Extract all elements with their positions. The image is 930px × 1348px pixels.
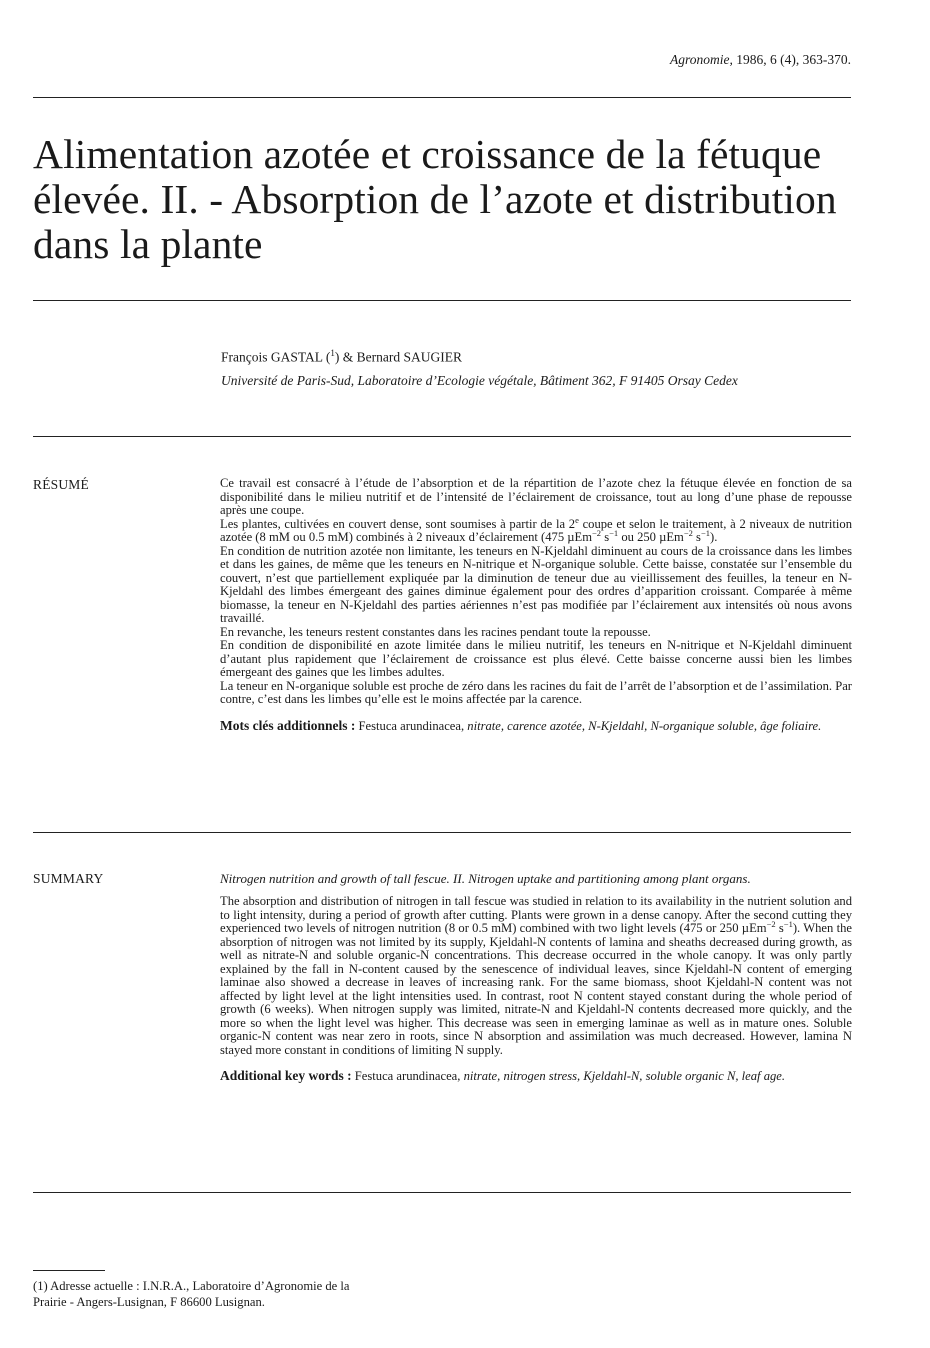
affiliation: Université de Paris-Sud, Laboratoire d’Ecologie végétale, Bâtiment 362, F 91405 Orsay Cedex xyxy=(221,373,738,388)
author-1: François GASTAL xyxy=(221,349,323,365)
resume-paragraph: En revanche, les teneurs restent constantes dans les racines pendant toute la repousse. xyxy=(220,624,651,639)
paper-title: Alimentation azotée et croissance de la fétuque élevée. II. - Absorption de l’azote et distribution dans la plante xyxy=(33,131,837,267)
summary-body xyxy=(220,871,852,1084)
summary-paragraph: The absorption and distribution of nitrogen in tall fescue was studied in relation to its availability in the nutrient solution and to light intensity, during a period of growth after cutting. Plants were grown in a dense canopy. After the second cutting they experienced two levels of nitrogen nutrition (8 or 0.5 mM) combined with two light levels (475 or 250 µEm$^{-2}$ $s^{-1}$). When the absorption of nitrogen was not limited by its supply, Kjeldahl-N contents of lamina and sheaths decreased during growth, as well as nitrate-N and soluble organic-N concentrations. This decrease occurred in the whole canopy. It was only partly explained by the fall in N-content caused by the senescence of individual leaves, since Kjeldahl-N content of emerging laminae also showed a decrease in leaves of increasing rank. For the same biomass, shoot Kjeldahl-N content was not affected by light level at the light intensities used. In contrast, root N content stayed constant during the whole period of growth (6 weeks). When nitrogen supply was limited, nitrate-N and Kjeldahl-N contents decreased more quickly, and the more so when the light level was higher. This decrease was seen in emerging laminae as well as in mature ones. Soluble organic-N content was near zero in roots, since N absorption and assimilation was much decreased. However, lamina N stayed more constant in conditions of limiting N supply. xyxy=(220,894,852,1057)
footnote-marker: 1 xyxy=(330,348,335,358)
resume-body xyxy=(220,477,852,733)
resume-rule xyxy=(33,832,851,833)
journal-volume: 1986, 6 (4), 363-370. xyxy=(732,52,851,67)
summary-rule xyxy=(33,1192,851,1193)
summary-title: Nitrogen nutrition and growth of tall fescue. II. Nitrogen uptake and partitioning among plant organs. xyxy=(220,871,751,886)
resume-keywords: Mots clés additionnels : Festuca arundinacea, nitrate, carence azotée, N-Kjeldahl, N-organique soluble, âge foliaire. xyxy=(220,717,822,733)
summary-keywords: Additional key words : Festuca arundinacea, nitrate, nitrogen stress, Kjeldahl-N, soluble organic N, leaf age. xyxy=(220,1068,786,1083)
resume-paragraph: Les plantes, cultivées en couvert dense, sont soumises à partir de la 2e coupe et selon le traitement, à 2 niveaux de nutrition azotée (8 mM ou 0.5 mM) combinés à 2 niveaux d’éclairement (475 µEm$^{-2}$ $s^{-1}$ ou 250 µEm$^{-2}$ $s^{-1}$). xyxy=(220,514,853,544)
journal-citation xyxy=(670,52,851,68)
resume-paragraph: En condition de nutrition azotée non limitante, les teneurs en N-Kjeldahl diminuent au cours de la croissance dans les limbes et dans les gaines, de même que les teneurs en N-nitrique et N-organique soluble. Cette baisse, constatée sur l’ensemble du couvert, n’est que partiellement expliquée par la diminution de teneur due au vieillissement des feuilles, la teneur en N-Kjeldahl des limbes émergeant des gaines diminue également pour des ordres d’apparition croissant. Comparée à même biomasse, la teneur en N-Kjeldahl des parties aériennes n’est pas modifiée par l’éclairement aux intensités où nous avons travaillé. xyxy=(220,543,852,625)
authors-line: François GASTAL ($^1$) & Bernard SAUGIER xyxy=(221,348,463,365)
footnote-rule xyxy=(33,1270,105,1271)
resume-paragraph: La teneur en N-organique soluble est proche de zéro dans les racines du fait de l’arrêt de l’absorption et de l’assimilation. Par contre, c’est dans les limbes qu’elle est le moins affectée par la carence. xyxy=(220,678,852,706)
resume-label: RÉSUMÉ xyxy=(33,477,89,492)
top-rule xyxy=(33,97,851,98)
resume-paragraph: Ce travail est consacré à l’étude de l’absorption et de la répartition de l’azote chez la fétuque élevée en fonction de sa disponibilité dans le milieu nutritif et de l’intensité de l’éclairement de croissance, tout au long d’une phase de repousse après une coupe. xyxy=(220,476,852,517)
footnote-line: (1) Adresse actuelle : I.N.R.A., Laboratoire d’Agronomie de la xyxy=(33,1279,350,1293)
footnote xyxy=(33,1278,350,1310)
resume-paragraph: En condition de disponibilité en azote limitée dans le milieu nutritif, les teneurs en N-nitrique et N-Kjeldahl diminuent d’autant plus rapidement que l’éclairement de croissance est plus élevé. Cette baisse concerne aussi bien les limbes émergeant des gaines que les limbes adultes. xyxy=(220,638,852,679)
title-rule xyxy=(33,300,851,301)
author-2: & Bernard SAUGIER xyxy=(339,349,463,365)
summary-label: SUMMARY xyxy=(33,871,104,886)
journal-name: Agronomie, xyxy=(670,52,733,67)
affiliation-rule xyxy=(33,436,851,437)
footnote-line: Prairie - Angers-Lusignan, F 86600 Lusignan. xyxy=(33,1295,265,1309)
